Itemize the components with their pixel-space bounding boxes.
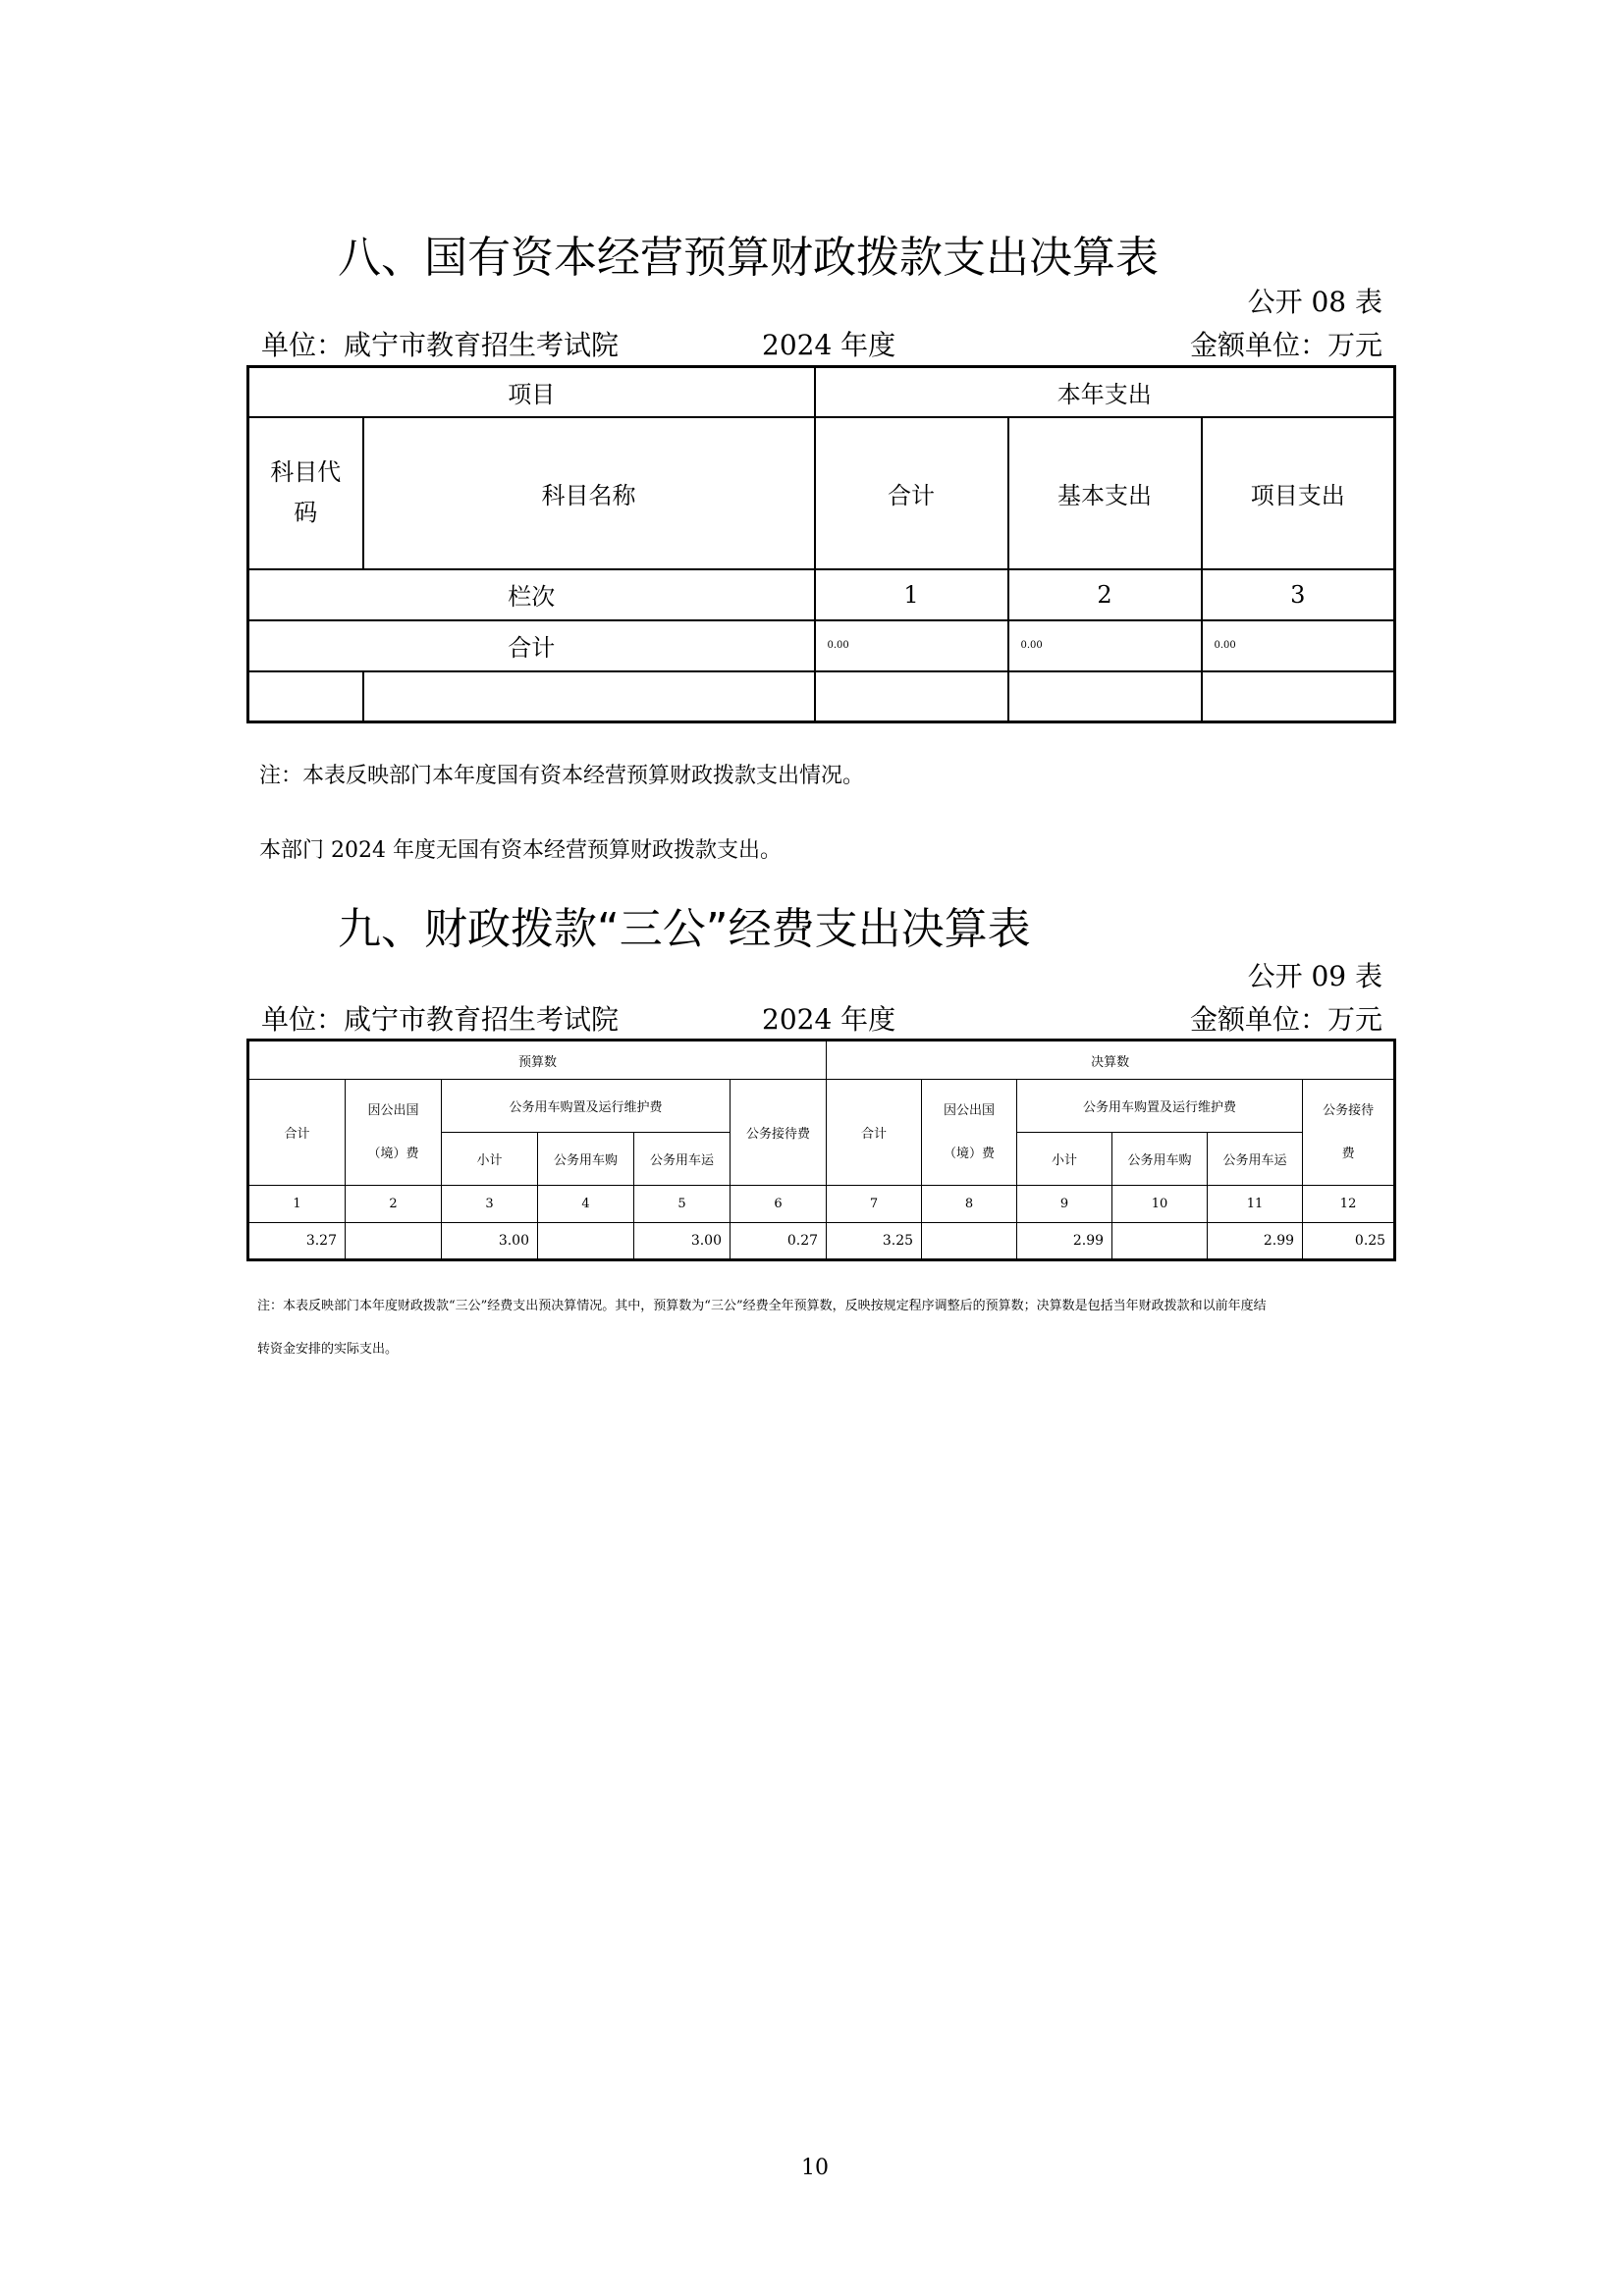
- empty-cell: [363, 671, 815, 722]
- section8-note: 注：本表反映部门本年度国有资本经营预算财政拨款支出情况。: [259, 764, 865, 788]
- budget-reception-value: 0.27: [731, 1223, 827, 1260]
- section8-unit: 单位：咸宁市教育招生考试院: [261, 329, 620, 361]
- col-num-6: 6: [731, 1186, 827, 1223]
- budget-operate-header: 公务用车运: [634, 1133, 731, 1186]
- final-vehicle-operate-value: 2.99: [1208, 1223, 1303, 1260]
- section8-amount-unit: 金额单位：万元: [1189, 329, 1382, 361]
- section8-title: 八、国有资本经营预算财政拨款支出决算表: [338, 233, 1159, 283]
- section8-form-no: 公开 08 表: [1247, 286, 1382, 318]
- header-basic: 基本支出: [1008, 417, 1202, 569]
- empty-cell: [248, 671, 363, 722]
- col-num-10: 10: [1112, 1186, 1208, 1223]
- col-num-1: 1: [815, 569, 1008, 620]
- final-vehicle-purchase-value: [1112, 1223, 1208, 1260]
- header-subject-name: 科目名称: [363, 417, 815, 569]
- col-num-4: 4: [538, 1186, 634, 1223]
- budget-vehicle-subtotal-value: 3.00: [442, 1223, 538, 1260]
- final-abroad-value: [922, 1223, 1017, 1260]
- section8-no-expense-note: 本部门 2024 年度无国有资本经营预算财政拨款支出。: [259, 838, 782, 863]
- header-project: 项目: [248, 367, 815, 417]
- budget-vehicle-purchase-value: [538, 1223, 634, 1260]
- section9-unit: 单位：咸宁市教育招生考试院: [261, 1003, 620, 1036]
- header-final: 决算数: [827, 1041, 1395, 1080]
- total-value-1: 0.00: [815, 620, 1008, 671]
- empty-cell: [1202, 671, 1395, 722]
- col-num-5: 5: [634, 1186, 731, 1223]
- final-total-header: 合计: [827, 1080, 922, 1186]
- final-abroad-header: 因公出国 （境）费: [922, 1080, 1017, 1186]
- budget-abroad-value: [346, 1223, 442, 1260]
- empty-cell: [815, 671, 1008, 722]
- section9-amount-unit: 金额单位：万元: [1189, 1003, 1382, 1036]
- col-num-9: 9: [1017, 1186, 1112, 1223]
- section9-year: 2024 年度: [762, 1003, 896, 1036]
- col-num-11: 11: [1208, 1186, 1303, 1223]
- final-reception-value: 0.25: [1303, 1223, 1395, 1260]
- section8-table: [246, 365, 1396, 723]
- page-number: 10: [801, 2156, 829, 2180]
- col-num-7: 7: [827, 1186, 922, 1223]
- budget-vehicle-operate-value: 3.00: [634, 1223, 731, 1260]
- budget-total-value: 3.27: [248, 1223, 346, 1260]
- final-total-value: 3.25: [827, 1223, 922, 1260]
- total-value-2: 0.00: [1008, 620, 1202, 671]
- col-num-3: 3: [442, 1186, 538, 1223]
- budget-abroad-header: 因公出国 （境）费: [346, 1080, 442, 1186]
- budget-purchase-header: 公务用车购: [538, 1133, 634, 1186]
- col-num-12: 12: [1303, 1186, 1395, 1223]
- header-subject-code: 科目代 码: [248, 417, 363, 569]
- col-num-8: 8: [922, 1186, 1017, 1223]
- final-operate-header: 公务用车运: [1208, 1133, 1303, 1186]
- budget-subtotal-header: 小计: [442, 1133, 538, 1186]
- col-num-3: 3: [1202, 569, 1395, 620]
- section9-title: 九、财政拨款“三公”经费支出决算表: [338, 904, 1031, 954]
- section9-table: [246, 1039, 1396, 1261]
- final-subtotal-header: 小计: [1017, 1133, 1112, 1186]
- budget-total-header: 合计: [248, 1080, 346, 1186]
- final-vehicle-header: 公务用车购置及运行维护费: [1017, 1080, 1303, 1133]
- header-total: 合计: [815, 417, 1008, 569]
- row-total-label: 合计: [248, 620, 815, 671]
- section9-form-no: 公开 09 表: [1247, 960, 1382, 992]
- budget-vehicle-header: 公务用车购置及运行维护费: [442, 1080, 731, 1133]
- header-budget: 预算数: [248, 1041, 827, 1080]
- col-num-1: 1: [248, 1186, 346, 1223]
- total-value-3: 0.00: [1202, 620, 1395, 671]
- section9-note-line1: 注：本表反映部门本年度财政拨款“三公”经费支出预决算情况。其中，预算数为“三公”经费全年预算数，反映按规定程序调整后的预算数；决算数是包括当年财政拨款和以前年度结: [257, 1299, 1267, 1313]
- col-num-2: 2: [346, 1186, 442, 1223]
- empty-cell: [1008, 671, 1202, 722]
- header-this-year: 本年支出: [815, 367, 1395, 417]
- header-item: 项目支出: [1202, 417, 1395, 569]
- final-reception-header: 公务接待 费: [1303, 1080, 1395, 1186]
- row-column-label: 栏次: [248, 569, 815, 620]
- final-vehicle-subtotal-value: 2.99: [1017, 1223, 1112, 1260]
- section9-note-line2: 转资金安排的实际支出。: [257, 1342, 399, 1357]
- col-num-2: 2: [1008, 569, 1202, 620]
- budget-reception-header: 公务接待费: [731, 1080, 827, 1186]
- section8-year: 2024 年度: [762, 329, 896, 361]
- final-purchase-header: 公务用车购: [1112, 1133, 1208, 1186]
